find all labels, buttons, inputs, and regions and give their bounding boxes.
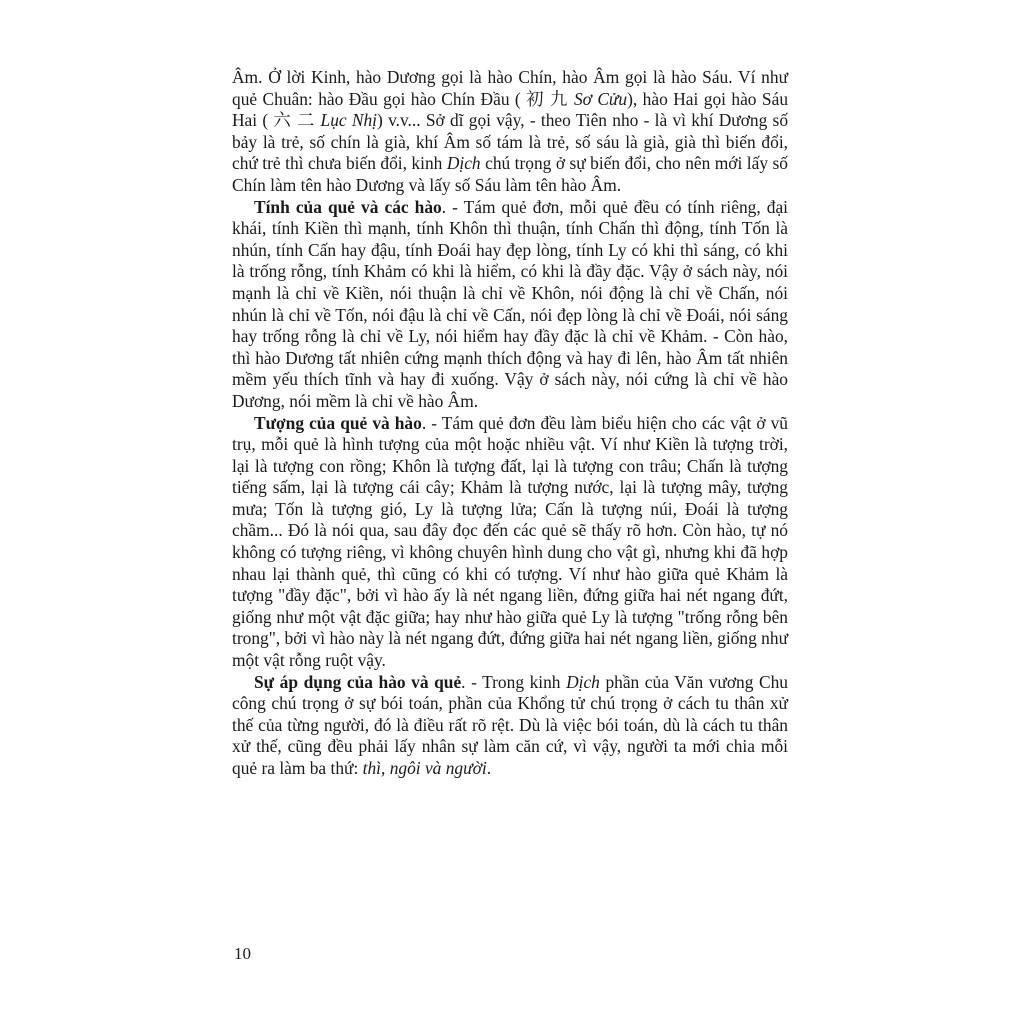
body-text bbox=[232, 67, 788, 780]
italic-term: Lục Nhị bbox=[320, 110, 378, 131]
italic-term: Sơ Cửu bbox=[573, 88, 628, 109]
section-heading: Tính của quẻ và các hào bbox=[254, 196, 442, 217]
text-run: . - Trong kinh bbox=[461, 671, 567, 692]
page-number: 10 bbox=[234, 944, 251, 963]
text-run: ) v.v... Sở dĩ gọi vậy, - theo Tiên nho - là vì khí Dương số bảy là trẻ, số chín là già, khí Âm số tám là trẻ, số sáu là già, già thì biến đổi, chứ trẻ thì chưa biến đổi, kinh bbox=[232, 110, 789, 174]
text-run: . bbox=[486, 758, 492, 778]
text-run: ), hào Hai gọi hào Sáu Hai ( 六 二 bbox=[232, 88, 789, 131]
text-run: phần của Văn vương Chu công chú trọng ở sự bói toán, phần của Khổng tử chú trọng ở cách tu thân xử thế của từng người, đó là điều rất rõ rệt. Dù là việc bói toán, dù là cách tu thân xử thế, cũng đều phải lấy nhân sự làm căn cứ, vì vậy, người ta mới chia mỗi quẻ ra làm ba thứ: bbox=[232, 671, 788, 778]
italic-term: Dịch bbox=[566, 671, 600, 692]
text-run: . - Tám quẻ đơn, mỗi quẻ đều có tính riêng, đại khái, tính Kiền thì mạnh, tính Khôn thì thuận, tính Chấn thì động, tính Tốn là nhún, tính Cấn hay đậu, tính Đoái hay đẹp lòng, tính Ly có khi thì sáng, có khi là trống rỗng, tính Khảm có khi là hiểm, có khi là đầy đặc. Vậy ở sách này, nói mạnh là chỉ về Kiền, nói thuận là chỉ về Khôn, nói động là chỉ về Chấn, nói nhún là chỉ về Tốn, nói đậu là chỉ về Cấn, nói đẹp lòng là chỉ về Đoái, nói sáng hay trống rỗng là chỉ về Ly, nói hiểm hay đầy đặc là chỉ về Khảm. - Còn hào, thì hào Dương tất nhiên cứng mạnh thích động và hay đi lên, hào Âm tất nhiên mềm yếu thích tĩnh và hay đi xuống. Vậy ở sách này, nói cứng là chỉ về hào Dương, nói mềm là chỉ về hào Âm. bbox=[232, 196, 789, 411]
text-run: Âm. Ở lời Kinh, hào Dương gọi là hào Chín, hào Âm gọi là hào Sáu. Ví như quẻ Chuân: hào Đầu gọi hào Chín Đầu ( 初 九 bbox=[232, 67, 788, 109]
italic-term: thì, ngôi và người bbox=[362, 758, 487, 778]
text-run: . - Tám quẻ đơn đều làm biểu hiện cho các vật ở vũ trụ, mỗi quẻ là hình tượng của một hoặc nhiều vật. Ví như Kiền là tượng trời, lại là tượng con rồng; Khôn là tượng đất, lại là tượng con trâu; Chấn là tượng tiếng sấm, lại là tượng cái cây; Khảm là tượng nước, lại là tượng mây, tượng mưa; Tốn là tượng gió, Ly là tượng lửa; Cấn là tượng núi, Đoái là tượng chầm... Đó là nói qua, sau đây đọc đến các quẻ sẽ thấy rõ hơn. Còn hào, tự nó không có tượng riêng, vì không chuyên hình dung cho vật gì, nhưng khi đã hợp nhau lại thành quẻ, thì cũng có khi có tượng. Ví như hào giữa quẻ Khảm là tượng "đầy đặc", bởi vì hào ấy là nét ngang liền, đứng giữa hai nét ngang đứt, giống như một vật đặc giữa; hay như hào giữa quẻ Ly là tượng "trống rỗng bên trong", bởi vì hào này là nét ngang đứt, đứng giữa hai nét ngang liền, giống như một vật rỗng ruột vậy. bbox=[232, 412, 788, 671]
text-run: chú trọng ở sự biến đổi, cho nên mới lấy số Chín làm tên hào Dương và lấy số Sáu làm tên hào Âm. bbox=[232, 153, 788, 195]
paragraph bbox=[232, 413, 788, 672]
section-heading: Sự áp dụng của hào và quẻ bbox=[254, 671, 462, 692]
paragraph bbox=[232, 672, 788, 780]
paragraph bbox=[232, 67, 788, 197]
paragraph bbox=[232, 197, 788, 413]
section-heading: Tượng của quẻ và hào bbox=[254, 412, 422, 433]
italic-term: Dịch bbox=[446, 153, 481, 174]
